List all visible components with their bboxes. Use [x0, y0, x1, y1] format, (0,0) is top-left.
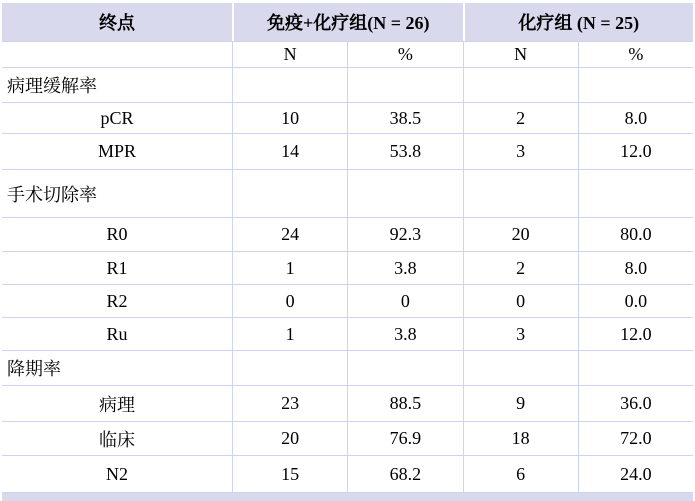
cell-value: 8.0	[578, 103, 693, 133]
row-label: R2	[106, 290, 128, 311]
header-endpoint: 终点	[99, 13, 135, 33]
cell-value	[232, 170, 347, 217]
cell-value: 53.8	[347, 134, 462, 169]
cell-value: 38.5	[347, 103, 462, 133]
cell-value	[347, 68, 462, 102]
table-row	[2, 456, 693, 493]
table-row	[2, 351, 693, 386]
cell-value: 76.9	[347, 422, 462, 455]
table-row	[2, 285, 693, 318]
cell-value: 0	[347, 285, 462, 317]
row-label: N2	[106, 463, 128, 484]
cell-value: 36.0	[578, 386, 693, 421]
cell-value: 0.0	[578, 285, 693, 317]
cell-value: 1	[232, 318, 347, 350]
row-label: 病理缓解率	[7, 76, 97, 96]
cell-value	[578, 351, 693, 385]
table-row	[2, 218, 693, 252]
cell-value: 15	[232, 456, 347, 492]
header-group-immuno-chemo: 免疫+化疗组(N = 26)	[232, 3, 463, 41]
table-row	[2, 252, 693, 285]
cell-value: 1	[232, 252, 347, 284]
cell-value: 3.8	[347, 252, 462, 284]
results-table	[2, 3, 693, 501]
table-row	[2, 103, 693, 134]
cell-value	[463, 68, 578, 102]
cell-value: 80.0	[578, 218, 693, 251]
row-label: MPR	[97, 141, 137, 161]
table-footer-bar	[2, 493, 693, 501]
cell-value: 3.8	[347, 318, 462, 350]
cell-value	[232, 68, 347, 102]
row-label: Ru	[106, 323, 128, 344]
cell-value	[232, 351, 347, 385]
table-row	[2, 68, 693, 103]
cell-value: 8.0	[578, 252, 693, 284]
subheader-n2: N	[463, 42, 578, 67]
cell-value: 2	[463, 252, 578, 284]
cell-value: 20	[232, 422, 347, 455]
cell-value: 92.3	[347, 218, 462, 251]
row-label: 手术切除率	[7, 184, 97, 205]
subheader-pct1: %	[347, 42, 462, 67]
table-header-row	[2, 3, 693, 41]
row-label: 降期率	[7, 359, 61, 379]
row-label: 临床	[99, 429, 135, 450]
cell-value: 6	[463, 456, 578, 492]
cell-value: 68.2	[347, 456, 462, 492]
row-label: R0	[106, 224, 128, 244]
cell-value: 3	[463, 318, 578, 350]
row-label: R1	[106, 257, 128, 278]
table-row	[2, 422, 693, 456]
cell-value: 12.0	[578, 318, 693, 350]
cell-value: 0	[463, 285, 578, 317]
cell-value: 14	[232, 134, 347, 169]
subheader-pct2: %	[578, 42, 693, 67]
cell-value: 23	[232, 386, 347, 421]
row-label: 病理	[99, 394, 135, 415]
table-row	[2, 170, 693, 218]
cell-value: 2	[463, 103, 578, 133]
cell-value: 0	[232, 285, 347, 317]
cell-value: 20	[463, 218, 578, 251]
cell-value	[578, 170, 693, 217]
cell-value	[578, 68, 693, 102]
table-row	[2, 134, 693, 170]
cell-value	[347, 170, 462, 217]
cell-value: 3	[463, 134, 578, 169]
row-label: pCR	[100, 107, 134, 128]
cell-value: 18	[463, 422, 578, 455]
cell-value: 72.0	[578, 422, 693, 455]
cell-value	[347, 351, 462, 385]
subheader-empty	[2, 42, 232, 67]
cell-value	[463, 351, 578, 385]
table-row	[2, 386, 693, 422]
cell-value: 24.0	[578, 456, 693, 492]
cell-value: 24	[232, 218, 347, 251]
cell-value: 10	[232, 103, 347, 133]
table-row	[2, 318, 693, 351]
header-group-chemo: 化疗组 (N = 25)	[463, 3, 694, 41]
cell-value	[463, 170, 578, 217]
cell-value: 88.5	[347, 386, 462, 421]
subheader-n1: N	[232, 42, 347, 67]
cell-value: 9	[463, 386, 578, 421]
table-subheader-row	[2, 41, 693, 68]
cell-value: 12.0	[578, 134, 693, 169]
